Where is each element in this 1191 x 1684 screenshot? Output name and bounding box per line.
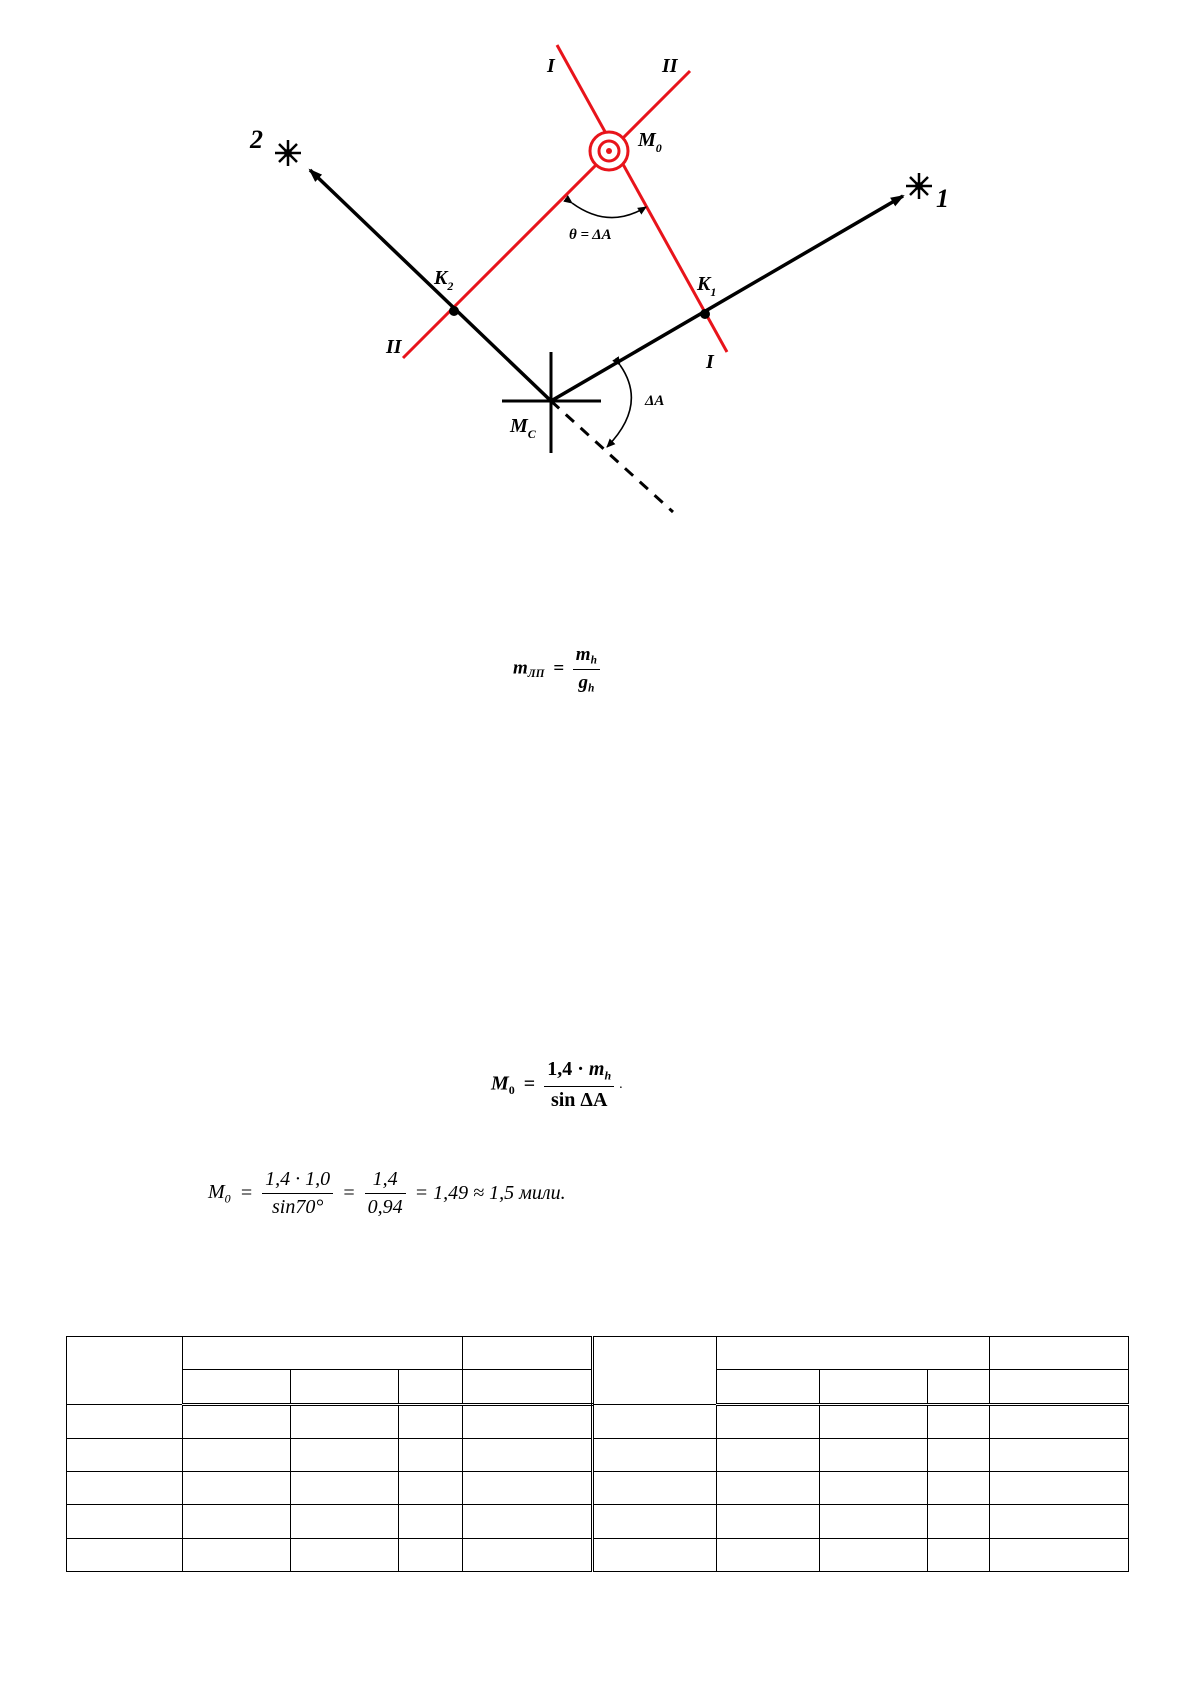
table-cell bbox=[291, 1538, 399, 1571]
table-cell bbox=[183, 1538, 291, 1571]
position-line-II bbox=[403, 71, 690, 358]
table-cell bbox=[399, 1472, 463, 1505]
table-cell bbox=[820, 1370, 928, 1404]
point-k1 bbox=[700, 309, 710, 319]
table-cell bbox=[990, 1404, 1129, 1438]
table-cell bbox=[928, 1538, 990, 1571]
table-cell bbox=[928, 1370, 990, 1404]
star-icon bbox=[906, 173, 932, 199]
table-cell bbox=[928, 1505, 990, 1538]
table-row bbox=[67, 1438, 1129, 1471]
line-I-top-label: I bbox=[547, 55, 555, 77]
bearing-line-2 bbox=[310, 170, 551, 401]
star-2-label: 2 bbox=[250, 125, 263, 154]
table-cell bbox=[593, 1472, 717, 1505]
table-cell bbox=[399, 1505, 463, 1538]
table-cell bbox=[183, 1370, 291, 1404]
table-cell bbox=[463, 1370, 593, 1404]
table-cell bbox=[463, 1505, 593, 1538]
line-II-top-label: II bbox=[662, 55, 678, 77]
table-cell bbox=[820, 1404, 928, 1438]
table-cell bbox=[717, 1472, 820, 1505]
table-cell bbox=[291, 1438, 399, 1471]
table-cell bbox=[67, 1337, 183, 1405]
k2-label: $K_2$ bbox=[434, 267, 454, 293]
table-cell bbox=[399, 1438, 463, 1471]
position-lines-diagram bbox=[0, 0, 1191, 560]
line-II-bottom-label: II bbox=[386, 336, 402, 358]
observed-position-icon bbox=[590, 132, 628, 170]
table-cell bbox=[928, 1472, 990, 1505]
table-cell bbox=[291, 1404, 399, 1438]
table-cell bbox=[593, 1337, 717, 1405]
line-I-bottom-label: I bbox=[706, 351, 714, 373]
table-row bbox=[67, 1505, 1129, 1538]
table-cell bbox=[820, 1472, 928, 1505]
star-1-label: 1 bbox=[936, 184, 949, 213]
formula-line-of-position-error: $m_{ЛП}$ = $\frac{m_h}{g_h}$ bbox=[513, 644, 600, 694]
table-cell bbox=[717, 1438, 820, 1471]
table-cell bbox=[463, 1438, 593, 1471]
table-row bbox=[67, 1472, 1129, 1505]
table-cell bbox=[990, 1370, 1129, 1404]
table-cell bbox=[183, 1472, 291, 1505]
table-cell bbox=[593, 1404, 717, 1438]
table-cell bbox=[399, 1370, 463, 1404]
table-cell bbox=[593, 1438, 717, 1471]
mc-label: $M_C$ bbox=[510, 415, 536, 441]
table-cell bbox=[67, 1505, 183, 1538]
table-cell bbox=[990, 1505, 1129, 1538]
table-cell bbox=[820, 1438, 928, 1471]
theta-arc bbox=[572, 203, 646, 218]
table-cell bbox=[990, 1438, 1129, 1471]
table-row bbox=[67, 1404, 1129, 1438]
table-cell bbox=[463, 1404, 593, 1438]
table-cell bbox=[463, 1337, 593, 1370]
position-line-I bbox=[557, 45, 727, 352]
table-cell bbox=[67, 1438, 183, 1471]
theta-label: θ = ΔA bbox=[569, 227, 612, 243]
point-k2 bbox=[449, 306, 459, 316]
dashed-reference-line bbox=[551, 401, 673, 512]
table-cell bbox=[183, 1505, 291, 1538]
formula-numeric-example: $M_0$ = $\frac{1,4 \cdot 1,0}{\sin 70^\circ}$ = $\frac{1,4}{0,94}$ = 1,49 ≈ 1,5 мили. bbox=[208, 1168, 566, 1218]
table-cell bbox=[183, 1404, 291, 1438]
table-cell bbox=[717, 1538, 820, 1571]
delta-a-label: ΔA bbox=[645, 393, 665, 409]
m0-label: $M_0$ bbox=[638, 129, 662, 155]
table-cell bbox=[990, 1472, 1129, 1505]
data-table bbox=[66, 1336, 1129, 1572]
table-cell bbox=[67, 1404, 183, 1438]
table-cell bbox=[717, 1370, 820, 1404]
table-cell bbox=[399, 1538, 463, 1571]
table-cell bbox=[399, 1404, 463, 1438]
table-cell bbox=[717, 1404, 820, 1438]
table-cell bbox=[67, 1538, 183, 1571]
table-cell bbox=[593, 1505, 717, 1538]
table-cell bbox=[463, 1472, 593, 1505]
table-cell bbox=[820, 1505, 928, 1538]
table-cell bbox=[291, 1505, 399, 1538]
table-cell bbox=[990, 1337, 1129, 1370]
table-row bbox=[67, 1538, 1129, 1571]
table-cell bbox=[928, 1438, 990, 1471]
star-icon bbox=[275, 140, 301, 166]
table-cell bbox=[183, 1438, 291, 1471]
table-cell bbox=[820, 1538, 928, 1571]
table-cell bbox=[990, 1538, 1129, 1571]
table-cell bbox=[291, 1472, 399, 1505]
k1-label: $K_1$ bbox=[697, 273, 717, 299]
table-cell bbox=[593, 1538, 717, 1571]
table-cell bbox=[717, 1337, 990, 1370]
table-cell bbox=[463, 1538, 593, 1571]
table-cell bbox=[717, 1505, 820, 1538]
table-cell bbox=[928, 1404, 990, 1438]
table-row bbox=[67, 1337, 1129, 1370]
formula-radial-error: $M_0$ = $\frac{1,4 \cdot m_h}{\text{sin ΔA}}$ . bbox=[491, 1058, 623, 1111]
table-cell bbox=[291, 1370, 399, 1404]
table-cell bbox=[67, 1472, 183, 1505]
table-cell bbox=[183, 1337, 463, 1370]
delta-a-arc bbox=[607, 365, 631, 447]
